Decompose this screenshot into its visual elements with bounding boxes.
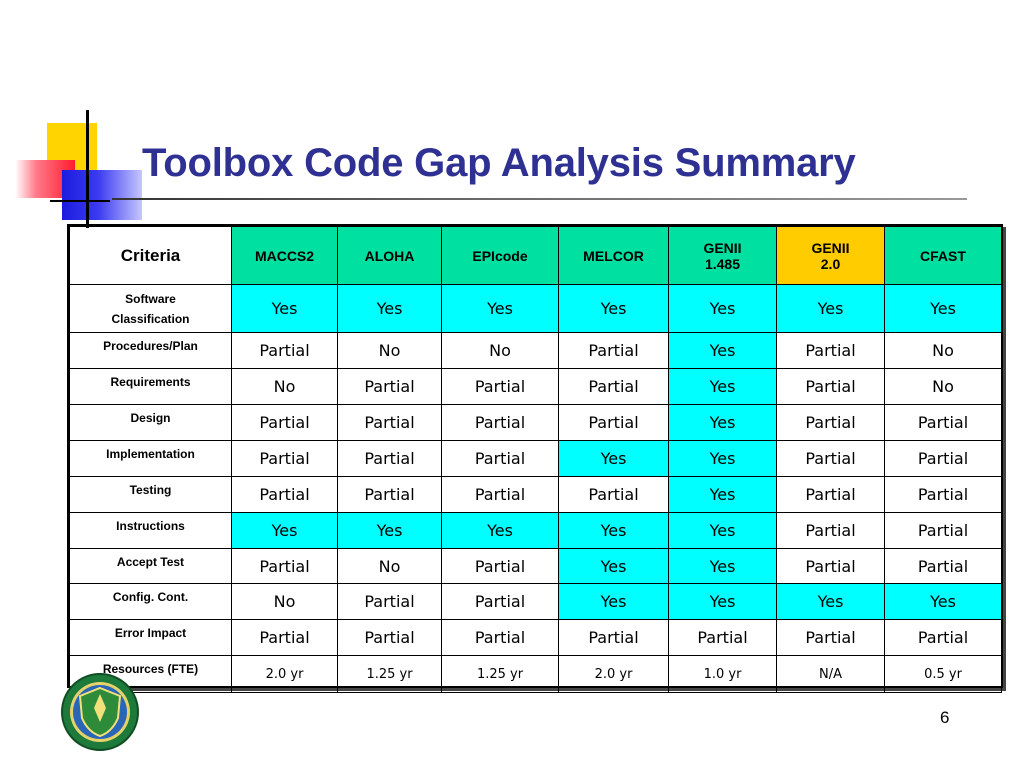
criteria-cell: Procedures/Plan — [70, 333, 232, 369]
table-cell: Partial — [232, 405, 338, 441]
table-cell: Partial — [885, 620, 1002, 656]
table-cell: Yes — [559, 513, 669, 549]
table-cell: Partial — [338, 477, 442, 513]
table-cell: Partial — [777, 477, 885, 513]
table-cell: Partial — [442, 477, 559, 513]
table-cell: Partial — [232, 549, 338, 584]
gap-analysis-table — [67, 224, 1003, 688]
table-cell: N/A — [777, 656, 885, 693]
criteria-cell: Requirements — [70, 369, 232, 405]
table-cell: Yes — [559, 441, 669, 477]
table-cell: 1.25 yr — [442, 656, 559, 693]
table-cell: Yes — [669, 549, 777, 584]
table-header-row — [70, 227, 1002, 285]
table-row — [70, 549, 1002, 584]
criteria-cell: Accept Test — [70, 549, 232, 584]
table-cell: 0.5 yr — [885, 656, 1002, 693]
column-header: GENII 2.0 — [777, 227, 885, 285]
table-cell: Partial — [777, 513, 885, 549]
table-row — [70, 477, 1002, 513]
table-cell: No — [232, 584, 338, 620]
table-cell: Yes — [442, 285, 559, 333]
table-cell: Partial — [669, 620, 777, 656]
table-cell: Yes — [559, 584, 669, 620]
table-cell: No — [338, 333, 442, 369]
table-row — [70, 513, 1002, 549]
criteria-cell: Testing — [70, 477, 232, 513]
column-header: MACCS2 — [232, 227, 338, 285]
table-cell: Yes — [338, 513, 442, 549]
criteria-cell: Config. Cont. — [70, 584, 232, 620]
table-cell: Partial — [442, 549, 559, 584]
column-header: GENII 1.485 — [669, 227, 777, 285]
table-cell: Yes — [232, 513, 338, 549]
table-cell: Partial — [442, 369, 559, 405]
table-cell: Yes — [338, 285, 442, 333]
table-cell: Partial — [338, 441, 442, 477]
table-cell: Partial — [777, 441, 885, 477]
table-cell: Yes — [669, 477, 777, 513]
table-cell: Partial — [338, 584, 442, 620]
criteria-cell: Software Classification — [70, 285, 232, 333]
decor-horizontal-line — [50, 200, 110, 202]
criteria-cell: Error Impact — [70, 620, 232, 656]
table-cell: Partial — [777, 405, 885, 441]
table-row — [70, 620, 1002, 656]
table-cell: Yes — [442, 513, 559, 549]
table-cell: Partial — [338, 369, 442, 405]
table-row — [70, 369, 1002, 405]
table-cell: Yes — [669, 333, 777, 369]
table-cell: Partial — [885, 513, 1002, 549]
table-cell: 1.25 yr — [338, 656, 442, 693]
table-cell: Yes — [669, 369, 777, 405]
table-cell: Yes — [669, 513, 777, 549]
table-cell: Partial — [885, 477, 1002, 513]
table-cell: Yes — [669, 285, 777, 333]
table-cell: Yes — [669, 584, 777, 620]
table-cell: No — [232, 369, 338, 405]
table-cell: Partial — [559, 405, 669, 441]
table-cell: No — [338, 549, 442, 584]
table-cell: Partial — [338, 620, 442, 656]
table-cell: Yes — [885, 584, 1002, 620]
table-cell: Partial — [885, 549, 1002, 584]
table-cell: Partial — [777, 333, 885, 369]
table-cell: Yes — [559, 285, 669, 333]
table-cell: No — [885, 369, 1002, 405]
table-cell: Partial — [232, 441, 338, 477]
criteria-cell: Design — [70, 405, 232, 441]
table-cell: Yes — [777, 285, 885, 333]
criteria-cell: Instructions — [70, 513, 232, 549]
criteria-cell: Implementation — [70, 441, 232, 477]
table-row — [70, 656, 1002, 693]
table-cell: Partial — [232, 477, 338, 513]
table-cell: Yes — [232, 285, 338, 333]
column-header: Criteria — [70, 227, 232, 285]
title-underline — [112, 198, 967, 200]
decor-blue-square — [62, 170, 142, 220]
table-cell: Partial — [777, 369, 885, 405]
decor-vertical-line — [86, 110, 89, 228]
table-row — [70, 285, 1002, 333]
table-cell: Partial — [885, 441, 1002, 477]
page-number: 6 — [940, 708, 950, 727]
table-cell: Partial — [885, 405, 1002, 441]
table-cell: Partial — [232, 620, 338, 656]
table-cell: Partial — [559, 369, 669, 405]
table-cell: 2.0 yr — [232, 656, 338, 693]
table-cell: Partial — [777, 549, 885, 584]
table-cell: Partial — [559, 333, 669, 369]
table-row — [70, 333, 1002, 369]
table-cell: Yes — [669, 405, 777, 441]
table-cell: No — [885, 333, 1002, 369]
table-cell: Partial — [442, 584, 559, 620]
table-cell: Partial — [442, 405, 559, 441]
table-cell: Yes — [559, 549, 669, 584]
slide-title: Toolbox Code Gap Analysis Summary — [142, 141, 856, 185]
table-cell: Yes — [669, 441, 777, 477]
table-cell: 1.0 yr — [669, 656, 777, 693]
table-cell: No — [442, 333, 559, 369]
column-header: CFAST — [885, 227, 1002, 285]
table-cell: Partial — [442, 620, 559, 656]
column-header: EPIcode — [442, 227, 559, 285]
table-cell: Partial — [232, 333, 338, 369]
table-cell: Partial — [559, 477, 669, 513]
table-cell: Partial — [338, 405, 442, 441]
doe-seal-logo — [60, 672, 140, 752]
table-cell: 2.0 yr — [559, 656, 669, 693]
column-header: ALOHA — [338, 227, 442, 285]
table-cell: Yes — [885, 285, 1002, 333]
table-cell: Partial — [777, 620, 885, 656]
column-header: MELCOR — [559, 227, 669, 285]
table-cell: Yes — [777, 584, 885, 620]
table-cell: Partial — [442, 441, 559, 477]
table-row — [70, 584, 1002, 620]
table-cell: Partial — [559, 620, 669, 656]
criteria-cell: Resources (FTE) — [70, 656, 232, 693]
table-row — [70, 405, 1002, 441]
table-row — [70, 441, 1002, 477]
